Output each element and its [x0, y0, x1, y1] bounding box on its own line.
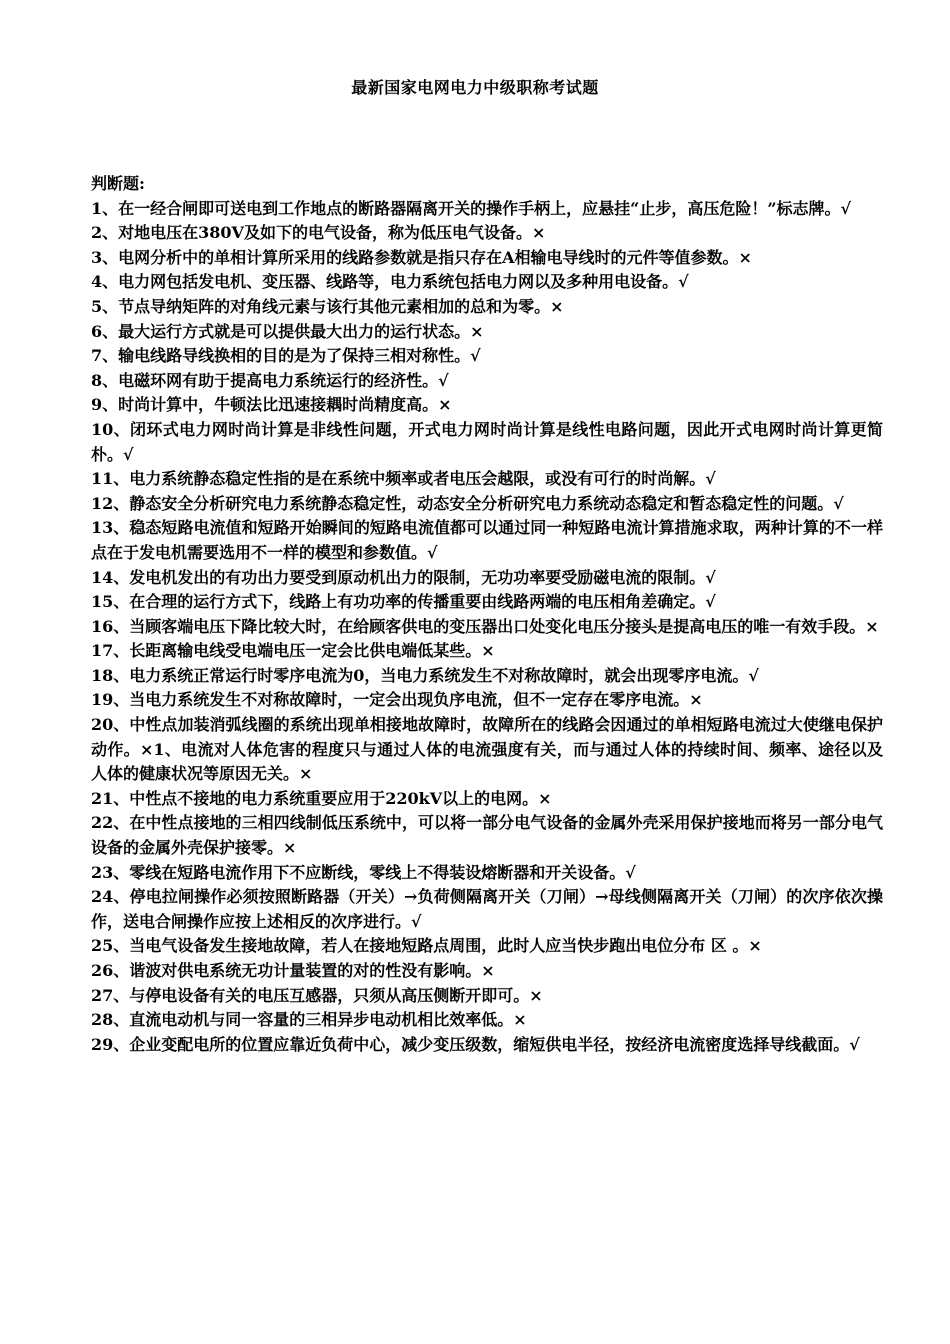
- question-item-3: 3、电网分析中的单相计算所采用的线路参数就是指只存在A相输电导线时的元件等值参数。×: [91, 247, 752, 267]
- question-item-15: 15、在合理的运行方式下，线路上有功功率的传播重要由线路两端的电压相角差确定。√: [91, 592, 716, 612]
- question-item-5: 5、节点导纳矩阵的对角线元素与该行其他元素相加的总和为零。×: [91, 296, 564, 316]
- question-item-7: 7、输电线路导线换相的目的是为了保持三相对称性。√: [91, 346, 481, 366]
- question-item-12: 12、静态安全分析研究电力系统静态稳定性，动态安全分析研究电力系统动态稳定和暂态稳定性的问题。√: [91, 493, 844, 513]
- question-item-29: 29、企业变配电所的位置应靠近负荷中心，减少变压级数，缩短供电半径，按经济电流密度选择导线截面。√: [91, 1034, 860, 1054]
- question-item-8: 8、电磁环网有助于提高电力系统运行的经济性。√: [91, 370, 449, 390]
- question-item-24: 24、停电拉闸操作必须按照断路器（开关）→负荷侧隔离开关（刀闸）→母线侧隔离开关（刀闸）的次序依次操作，送电合闸操作应按上述相反的次序进行。√: [91, 887, 883, 931]
- question-item-18: 18、电力系统正常运行时零序电流为0，当电力系统发生不对称故障时，就会出现零序电流。√: [91, 665, 759, 685]
- question-item-26: 26、谐波对供电系统无功计量装置的对的性没有影响。×: [91, 961, 495, 980]
- question-item-25: 25、当电气设备发生接地故障，若人在接地短路点周围，此时人应当快步跑出电位分布 区 。×: [91, 936, 762, 956]
- question-item-13: 13、稳态短路电流值和短路开始瞬间的短路电流值都可以通过同一种短路电流计算措施求取，两种计算的不一样点在于发电机需要选用不一样的模型和参数值。√: [91, 518, 883, 562]
- question-item-2: 2、对地电压在380V及如下的电气设备，称为低压电气设备。×: [91, 223, 546, 243]
- question-item-1: 1、在一经合闸即可送电到工作地点的断路器隔离开关的操作手柄上，应悬挂“止步，高压危险！”标志牌。√: [91, 198, 852, 218]
- question-item-21: 21、中性点不接地的电力系统重要应用于220kV以上的电网。×: [91, 788, 552, 808]
- question-item-16: 16、当顾客端电压下降比较大时，在给顾客供电的变压器出口处变化电压分接头是提高电压的唯一有效手段。×: [91, 616, 879, 636]
- question-item-17: 17、长距离输电线受电端电压一定会比供电端低某些。×: [91, 641, 495, 661]
- question-item-11: 11、电力系统静态稳定性指的是在系统中频率或者电压会越限，或没有可行的时尚解。√: [91, 469, 716, 489]
- question-item-6: 6、最大运行方式就是可以提供最大出力的运行状态。×: [91, 321, 484, 341]
- question-item-27: 27、与停电设备有关的电压互感器，只须从高压侧断开即可。×: [91, 985, 543, 1005]
- question-item-19: 19、当电力系统发生不对称故障时，一定会出现负序电流，但不一定存在零序电流。×: [91, 690, 703, 710]
- question-item-23: 23、零线在短路电流作用下不应断线，零线上不得装设熔断器和开关设备。√: [91, 862, 636, 882]
- question-item-4: 4、电力网包括发电机、变压器、线路等，电力系统包括电力网以及多种用电设备。√: [91, 272, 689, 292]
- question-item-22: 22、在中性点接地的三相四线制低压系统中，可以将一部分电气设备的金属外壳采用保护接地而将另一部分电气设备的金属外壳保护接零。×: [91, 813, 883, 858]
- page-title: 最新国家电网电力中级职称考试题: [351, 78, 599, 97]
- question-list: [91, 172, 883, 1057]
- question-item-28: 28、直流电动机与同一容量的三相异步电动机相比效率低。×: [91, 1010, 527, 1030]
- section-heading: 判断题:: [91, 174, 145, 193]
- question-item-9: 9、时尚计算中，牛顿法比迅速接耦时尚精度高。×: [91, 395, 452, 415]
- question-item-10: 10、闭环式电力网时尚计算是非线性问题，开式电力网时尚计算是线性电路问题，因此开式电网时尚计算更简朴。√: [91, 419, 883, 464]
- question-item-14: 14、发电机发出的有功出力要受到原动机出力的限制，无功功率要受励磁电流的限制。√: [91, 567, 716, 587]
- question-item-20: 20、中性点加装消弧线圈的系统出现单相接地故障时，故障所在的线路会因通过的单相短路电流过大使继电保护动作。×1、电流对人体危害的程度只与通过人体的电流强度有关，而与通过人体的持续时间、频率、途径以及人体的健康状况等原因无关。×: [91, 715, 883, 784]
